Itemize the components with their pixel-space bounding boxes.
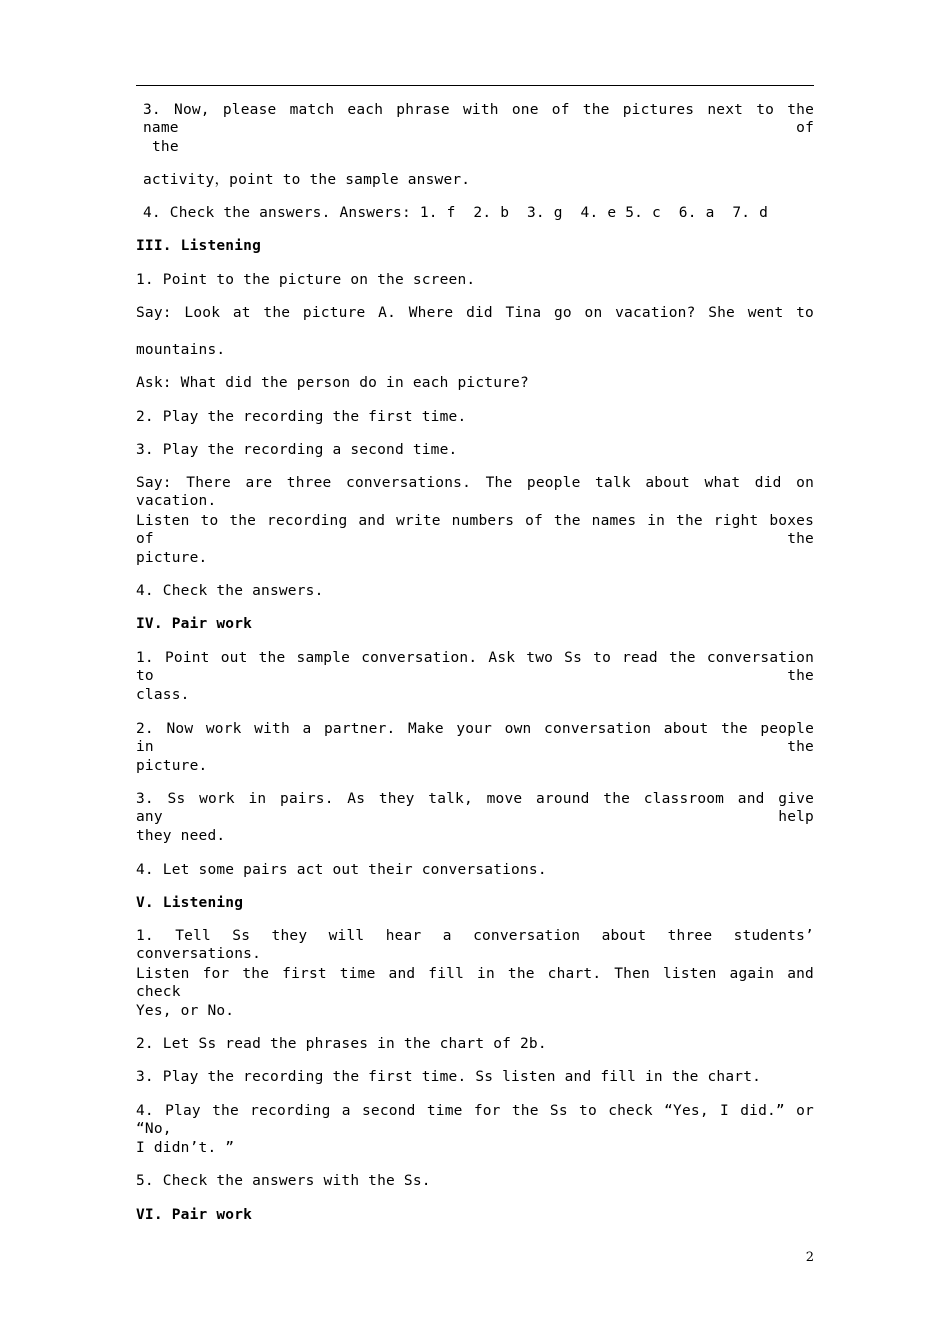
text-line: I didn’t. ”	[136, 1140, 235, 1156]
section-heading: V. Listening	[136, 895, 244, 911]
section-heading: IV. Pair work	[136, 616, 253, 632]
text-line: 3. Ss work in pairs. As they talk, move around the classroom and give any help	[136, 791, 814, 825]
text-line: Listen for the first time and fill in the chart. Then listen again and check	[136, 966, 814, 1000]
text-line: 1. Point out the sample conversation. Ask two Ss to read the conversation to the	[136, 650, 814, 684]
text-line: activity，point to the sample answer.	[143, 172, 471, 188]
text-line: 4. Check the answers. Answers: 1. f 2. b 3. g 4. e 5. c 6. a 7. d	[143, 205, 769, 221]
section-heading: III. Listening	[136, 238, 262, 254]
text-line: Listen to the recording and write numbers of the names in the right boxes of the	[136, 513, 814, 547]
text-line: 1. Point to the picture on the screen.	[136, 272, 476, 288]
text-line: 2. Play the recording the first time.	[136, 409, 467, 425]
page-number: 2	[805, 1250, 814, 1265]
text-line: Yes, or No.	[136, 1003, 235, 1019]
text-line: 2. Let Ss read the phrases in the chart of 2b.	[136, 1036, 547, 1052]
text-line: the	[152, 139, 179, 155]
text-line: picture.	[136, 758, 208, 774]
text-line: 3. Now, please match each phrase with one of the pictures next to the name of	[143, 102, 814, 136]
text-line: 5. Check the answers with the Ss.	[136, 1173, 431, 1189]
text-line: mountains.	[136, 342, 226, 358]
text-line: 4. Play the recording a second time for the Ss to check “Yes, I did.” or “No,	[136, 1103, 814, 1137]
text-line: Say: There are three conversations. The people talk about what did on vacation.	[136, 475, 814, 509]
text-line: 4. Check the answers.	[136, 583, 324, 599]
header-rule	[136, 85, 814, 86]
text-line: class.	[136, 687, 190, 703]
text-line: 1. Tell Ss they will hear a conversation about three students’ conversations.	[136, 928, 814, 962]
text-line: Say: Look at the picture A. Where did Tina go on vacation? She went to	[136, 305, 814, 321]
text-line: they need.	[136, 828, 226, 844]
section-heading: VI. Pair work	[136, 1207, 253, 1223]
text-line: 3. Play the recording the first time. Ss listen and fill in the chart.	[136, 1069, 762, 1085]
text-line: picture.	[136, 550, 208, 566]
text-line: Ask: What did the person do in each picture?	[136, 375, 529, 391]
text-line: 3. Play the recording a second time.	[136, 442, 458, 458]
text-line: 4. Let some pairs act out their conversations.	[136, 862, 547, 878]
text-line: 2. Now work with a partner. Make your own conversation about the people in the	[136, 721, 814, 755]
